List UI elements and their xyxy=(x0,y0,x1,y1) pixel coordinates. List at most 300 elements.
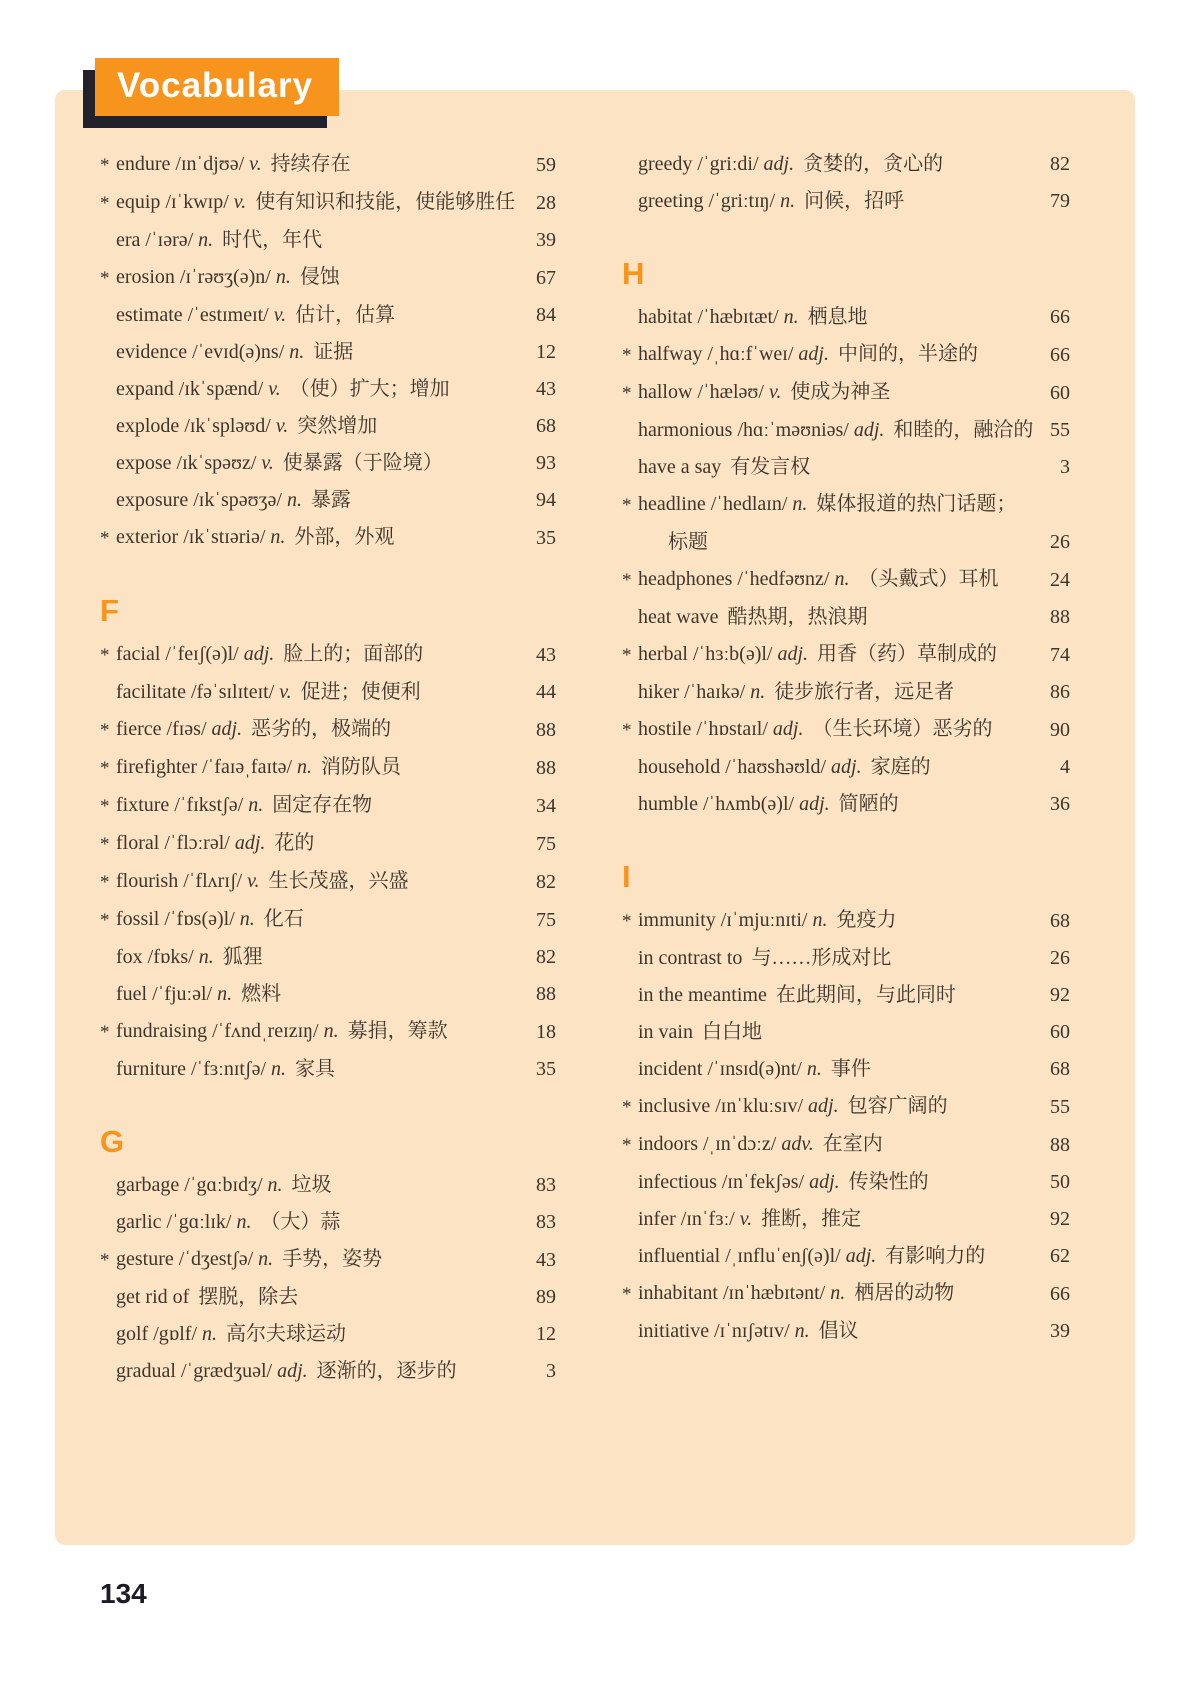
definition: 贪婪的，贪心的 xyxy=(803,153,944,175)
page-reference: 83 xyxy=(536,1211,556,1233)
headword: fundraising xyxy=(116,1020,208,1042)
headword: hallow xyxy=(638,381,693,403)
phonetic-transcription: /ɪkˈspləʊd/ xyxy=(179,415,271,437)
entry-body xyxy=(116,1245,556,1273)
part-of-speech: v. xyxy=(268,304,287,326)
star-marker: * xyxy=(100,872,110,893)
part-of-speech: adj. xyxy=(793,343,829,365)
page-reference: 92 xyxy=(1050,984,1070,1006)
definition: 使有知识和技能，使能够胜任 xyxy=(255,191,516,213)
page-reference: 88 xyxy=(1050,1134,1070,1156)
page-reference: 88 xyxy=(536,719,556,741)
page-title: Vocabulary xyxy=(117,66,314,105)
page-reference: 86 xyxy=(1050,681,1070,703)
definition: 持续存在 xyxy=(270,153,351,175)
star-marker: * xyxy=(622,1097,632,1118)
vocab-entry xyxy=(622,340,1070,369)
headword: golf xyxy=(116,1323,149,1345)
headword: firefighter xyxy=(116,756,198,778)
phonetic-transcription: /ˈhɒstaɪl/ xyxy=(691,718,768,740)
headword: evidence xyxy=(116,341,188,363)
page-reference: 35 xyxy=(536,527,556,549)
headword: era xyxy=(116,229,141,251)
part-of-speech: adj. xyxy=(794,793,830,815)
phonetic-transcription: /ˈevɪd(ə)ns/ xyxy=(187,341,285,363)
entry-body xyxy=(638,603,1070,631)
entry-body xyxy=(116,449,556,477)
page-reference: 3 xyxy=(546,1360,556,1382)
page-reference: 75 xyxy=(536,833,556,855)
phonetic-transcription: /ɪˈkwɪp/ xyxy=(160,191,229,213)
headword: inclusive xyxy=(638,1095,711,1117)
part-of-speech: adj. xyxy=(767,718,804,740)
page-reference: 79 xyxy=(1050,190,1070,212)
part-of-speech: adj. xyxy=(758,153,795,175)
page-reference: 55 xyxy=(1050,419,1070,441)
entry-body xyxy=(116,263,556,291)
headword: garbage xyxy=(116,1174,180,1196)
section-letter-g: G xyxy=(100,1124,125,1159)
headword: expose xyxy=(116,452,172,474)
definition: 侵蚀 xyxy=(299,266,340,288)
part-of-speech: adj. xyxy=(238,643,275,665)
vocab-entry xyxy=(100,905,556,934)
headword: have a say xyxy=(638,456,722,478)
page-reference: 66 xyxy=(1050,344,1070,366)
part-of-speech: v. xyxy=(256,452,274,474)
definition: 在此期间，与此同时 xyxy=(775,984,956,1006)
part-of-speech: n. xyxy=(829,568,850,590)
definition: 中间的，半途的 xyxy=(837,343,978,365)
part-of-speech: adj. xyxy=(826,756,862,778)
star-marker: * xyxy=(100,910,110,931)
part-of-speech: n. xyxy=(212,983,233,1005)
headword: exterior xyxy=(116,526,179,548)
star-marker: * xyxy=(100,720,110,741)
part-of-speech: n. xyxy=(778,306,799,328)
phonetic-transcription: /fəˈsɪlɪteɪt/ xyxy=(185,681,275,703)
star-marker: * xyxy=(100,834,110,855)
headword: gesture xyxy=(116,1248,174,1270)
part-of-speech: adj. xyxy=(272,1360,308,1382)
vocab-entry xyxy=(622,303,1070,331)
star-marker: * xyxy=(100,645,110,666)
definition: 有发言权 xyxy=(730,456,811,478)
phonetic-transcription: /ˈdʒestʃə/ xyxy=(173,1248,254,1270)
definition: 高尔夫球运动 xyxy=(226,1323,347,1345)
definition: 简陋的 xyxy=(838,793,899,815)
phonetic-transcription: /ˈhæləʊ/ xyxy=(692,381,764,403)
phonetic-transcription: /ɪnˈhæbɪtənt/ xyxy=(717,1282,826,1304)
headword: fox xyxy=(116,946,143,968)
entry-body xyxy=(116,1357,556,1385)
page-reference: 82 xyxy=(536,946,556,968)
definition: （生长环境）恶劣的 xyxy=(812,718,993,740)
definition: （使）扩大；增加 xyxy=(289,378,450,400)
vocab-entry xyxy=(622,603,1070,631)
part-of-speech: v. xyxy=(228,191,247,213)
page-reference: 60 xyxy=(1050,1021,1070,1043)
headword: headphones xyxy=(638,568,733,590)
headword: headline xyxy=(638,493,706,515)
headword: in vain xyxy=(638,1021,693,1043)
headword: household xyxy=(638,756,721,778)
definition: 和睦的，融洽的 xyxy=(893,419,1034,441)
headword: erosion xyxy=(116,266,175,288)
vocab-entry xyxy=(622,790,1070,818)
headword: herbal xyxy=(638,643,688,665)
page-reference: 94 xyxy=(536,489,556,511)
part-of-speech: v. xyxy=(270,415,289,437)
entry-body xyxy=(116,980,556,1008)
phonetic-transcription: /ˈflʌrɪʃ/ xyxy=(178,870,243,892)
vocabulary-header-box xyxy=(95,58,339,116)
part-of-speech: v. xyxy=(274,681,292,703)
definition: 化石 xyxy=(263,908,304,930)
entry-body xyxy=(638,416,1070,444)
vocab-entry xyxy=(100,980,556,1008)
entry-body xyxy=(116,715,556,743)
page-reference: 43 xyxy=(536,378,556,400)
headword: heat wave xyxy=(638,606,719,628)
phonetic-transcription: /ˈhedfəʊnz/ xyxy=(732,568,830,590)
entry-body xyxy=(638,753,1070,781)
entry-body xyxy=(638,715,1070,743)
headword: fixture xyxy=(116,794,170,816)
headword: humble xyxy=(638,793,698,815)
part-of-speech: n. xyxy=(243,794,264,816)
star-marker: * xyxy=(622,570,632,591)
phonetic-transcription: /ˈestɪmeɪt/ xyxy=(182,304,269,326)
definition: 证据 xyxy=(313,341,354,363)
page-reference: 12 xyxy=(536,341,556,363)
vocab-entry xyxy=(622,944,1070,972)
headword: furniture xyxy=(116,1058,186,1080)
part-of-speech: n. xyxy=(825,1282,846,1304)
page-reference: 90 xyxy=(1050,719,1070,741)
entry-body xyxy=(116,523,556,551)
phonetic-transcription: /ˈɪərə/ xyxy=(140,229,194,251)
headword: immunity xyxy=(638,909,716,931)
star-marker: * xyxy=(622,645,632,666)
vocab-entry xyxy=(622,416,1070,444)
phonetic-transcription: /ˈgriːtɪŋ/ xyxy=(703,190,776,212)
star-marker: * xyxy=(100,193,110,214)
page-number: 134 xyxy=(100,1578,147,1609)
vocab-entry xyxy=(622,981,1070,1009)
part-of-speech: n. xyxy=(193,946,214,968)
star-marker: * xyxy=(622,720,632,741)
phonetic-transcription: /ˈfjuːəl/ xyxy=(147,983,213,1005)
page-reference: 50 xyxy=(1050,1171,1070,1193)
part-of-speech: adj. xyxy=(804,1171,840,1193)
section-letter-h: H xyxy=(622,256,645,291)
vocab-entry xyxy=(622,1242,1070,1270)
definition: （大）蒜 xyxy=(260,1211,341,1233)
entry-body xyxy=(638,640,1070,668)
entry-body xyxy=(638,1242,1070,1270)
vocab-entry xyxy=(100,1283,556,1311)
vocab-entry xyxy=(622,490,1070,519)
entry-body xyxy=(116,640,556,668)
phonetic-transcription: /ˈfʌndˌreɪzɪŋ/ xyxy=(207,1020,319,1042)
page-reference: 68 xyxy=(536,415,556,437)
entry-body xyxy=(638,678,1070,706)
headword: halfway xyxy=(638,343,703,365)
definition: 家庭的 xyxy=(870,756,931,778)
definition: 手势，姿势 xyxy=(282,1248,383,1270)
part-of-speech: n. xyxy=(281,489,302,511)
definition: 使成为神圣 xyxy=(790,381,891,403)
definition: 免疫力 xyxy=(836,909,897,931)
vocab-entry xyxy=(622,378,1070,407)
entry-body xyxy=(116,1283,556,1311)
vocab-entry xyxy=(622,1279,1070,1308)
vocab-entry xyxy=(622,640,1070,669)
entry-body xyxy=(116,678,556,706)
entry-body xyxy=(116,150,556,178)
star-marker: * xyxy=(622,495,632,516)
part-of-speech: n. xyxy=(253,1248,274,1270)
phonetic-transcription: /ˈfɜːnɪtʃə/ xyxy=(185,1058,267,1080)
definition: 估计，估算 xyxy=(295,304,396,326)
page-reference: 84 xyxy=(536,304,556,326)
page-reference: 66 xyxy=(1050,306,1070,328)
entry-body xyxy=(116,486,556,514)
vocab-entry-continuation xyxy=(622,528,1070,556)
vocab-entry xyxy=(100,449,556,477)
entry-body xyxy=(638,303,1070,331)
phonetic-transcription: /ɪˈrəʊʒ(ə)n/ xyxy=(174,266,271,288)
definition: 促进；使便利 xyxy=(300,681,421,703)
page-reference: 36 xyxy=(1050,793,1070,815)
star-marker: * xyxy=(100,1022,110,1043)
page-reference: 39 xyxy=(536,229,556,251)
vocab-entry xyxy=(100,678,556,706)
definition: 用香（药）草制成的 xyxy=(817,643,998,665)
headword: gradual xyxy=(116,1360,176,1382)
vocab-entry xyxy=(622,1205,1070,1233)
entry-body xyxy=(638,378,1070,406)
headword: facial xyxy=(116,643,161,665)
entry-body xyxy=(116,375,556,403)
star-marker: * xyxy=(622,1135,632,1156)
vocab-entry xyxy=(100,829,556,858)
vocab-entry xyxy=(622,1092,1070,1121)
page-reference: 28 xyxy=(536,192,556,214)
phonetic-transcription: /ˈhɜːb(ə)l/ xyxy=(687,643,773,665)
phonetic-transcription: /ˈgɑːlɪk/ xyxy=(161,1211,232,1233)
page-reference: 82 xyxy=(536,871,556,893)
entry-body xyxy=(638,1317,1070,1345)
star-marker: * xyxy=(100,268,110,289)
entry-body xyxy=(116,905,556,933)
page-reference: 26 xyxy=(1050,531,1070,553)
page-reference: 44 xyxy=(536,681,556,703)
vocab-entry xyxy=(100,1357,556,1385)
page-reference: 88 xyxy=(1050,606,1070,628)
phonetic-transcription: /ˈfaɪəˌfaɪtə/ xyxy=(197,756,293,778)
definition: 家具 xyxy=(295,1058,336,1080)
part-of-speech: n. xyxy=(801,1058,822,1080)
part-of-speech: n. xyxy=(787,493,808,515)
vocab-column-left xyxy=(100,150,556,1394)
entry-body xyxy=(638,790,1070,818)
vocab-entry xyxy=(100,1171,556,1199)
part-of-speech: n. xyxy=(266,1058,287,1080)
definition: 传染性的 xyxy=(848,1171,929,1193)
headword: influential xyxy=(638,1245,721,1267)
part-of-speech: adj. xyxy=(229,832,266,854)
vocab-entry xyxy=(622,906,1070,935)
star-marker: * xyxy=(622,383,632,404)
headword: garlic xyxy=(116,1211,162,1233)
definition: 与……形成对比 xyxy=(751,947,892,969)
headword: endure xyxy=(116,153,171,175)
part-of-speech: n. xyxy=(270,266,291,288)
phonetic-transcription: /fɒks/ xyxy=(142,946,194,968)
vocab-entry xyxy=(100,943,556,971)
vocab-entry xyxy=(622,715,1070,744)
star-marker: * xyxy=(622,345,632,366)
headword: fierce xyxy=(116,718,162,740)
headword: hiker xyxy=(638,681,680,703)
star-marker: * xyxy=(100,1250,110,1271)
star-marker: * xyxy=(100,528,110,549)
headword: explode xyxy=(116,415,180,437)
phonetic-transcription: /ˌɪnˈdɔːz/ xyxy=(698,1133,777,1155)
part-of-speech: v. xyxy=(734,1208,753,1230)
phonetic-transcription: /ɪkˈstɪəriə/ xyxy=(178,526,266,548)
vocab-entry xyxy=(622,1317,1070,1345)
vocab-entry xyxy=(622,187,1070,215)
vocab-entry xyxy=(100,486,556,514)
entry-body xyxy=(638,150,1070,178)
definition: 白白地 xyxy=(702,1021,762,1043)
entry-body xyxy=(638,906,1070,934)
phonetic-transcription: /ˈhʌmb(ə)l/ xyxy=(698,793,795,815)
vocab-entry xyxy=(100,375,556,403)
part-of-speech: n. xyxy=(234,908,255,930)
star-marker: * xyxy=(100,758,110,779)
definition: 有影响力的 xyxy=(885,1245,986,1267)
definition: 花的 xyxy=(274,832,315,854)
entry-body xyxy=(638,1279,1070,1307)
entry-body xyxy=(116,791,556,819)
definition: 栖息地 xyxy=(807,306,868,328)
vocab-entry xyxy=(100,412,556,440)
vocab-entry xyxy=(100,1320,556,1348)
part-of-speech: n. xyxy=(292,756,313,778)
headword: flourish xyxy=(116,870,179,892)
entry-body xyxy=(638,453,1070,481)
entry-body xyxy=(116,867,556,895)
section-letter-f: F xyxy=(100,593,119,628)
entry-body xyxy=(116,753,556,781)
headword: fossil xyxy=(116,908,160,930)
definition: 事件 xyxy=(830,1058,871,1080)
page-reference: 43 xyxy=(536,1249,556,1271)
definition: 暴露 xyxy=(310,489,351,511)
definition: 酷热期，热浪期 xyxy=(727,606,868,628)
page-reference: 74 xyxy=(1050,644,1070,666)
vocab-entry xyxy=(100,1055,556,1083)
headword: habitat xyxy=(638,306,693,328)
phonetic-transcription: /ɪkˈspəʊz/ xyxy=(171,452,257,474)
page-reference: 83 xyxy=(536,1174,556,1196)
entry-body xyxy=(638,528,1070,556)
star-marker: * xyxy=(100,155,110,176)
entry-body xyxy=(638,187,1070,215)
headword: floral xyxy=(116,832,160,854)
vocab-entry xyxy=(100,150,556,179)
entry-body xyxy=(638,1168,1070,1196)
entry-body xyxy=(116,1208,556,1236)
phonetic-transcription: /ɪˈmjuːnɪti/ xyxy=(715,909,808,931)
phonetic-transcription: /ˈgriːdi/ xyxy=(692,153,759,175)
definition: 摆脱，除去 xyxy=(198,1286,299,1308)
phonetic-transcription: /ˈgɑːbɪdʒ/ xyxy=(179,1174,263,1196)
vocab-entry xyxy=(622,1055,1070,1083)
part-of-speech: n. xyxy=(807,909,828,931)
page-reference: 68 xyxy=(1050,1058,1070,1080)
definition: 狐狸 xyxy=(222,946,263,968)
entry-body xyxy=(638,490,1070,518)
entry-body xyxy=(638,1130,1070,1158)
entry-body xyxy=(638,981,1070,1009)
vocab-entry xyxy=(100,1245,556,1274)
part-of-speech: adj. xyxy=(803,1095,839,1117)
definition: 栖居的动物 xyxy=(854,1282,955,1304)
definition: 逐渐的，逐步的 xyxy=(316,1360,457,1382)
entry-body xyxy=(638,340,1070,368)
vocab-entry xyxy=(100,640,556,669)
page-reference: 88 xyxy=(536,983,556,1005)
part-of-speech: n. xyxy=(262,1174,283,1196)
phonetic-transcription: /ɪnˈfekʃəs/ xyxy=(716,1171,805,1193)
vocab-entry xyxy=(622,565,1070,594)
part-of-speech: n. xyxy=(284,341,305,363)
page-reference: 92 xyxy=(1050,1208,1070,1230)
headword: get rid of xyxy=(116,1286,190,1308)
vocab-entry xyxy=(622,1130,1070,1159)
phonetic-transcription: /ˈfɪkstʃə/ xyxy=(169,794,244,816)
phonetic-transcription: /ˌhɑːfˈweɪ/ xyxy=(702,343,794,365)
page-reference: 26 xyxy=(1050,947,1070,969)
vocab-entry xyxy=(100,523,556,552)
page-reference: 82 xyxy=(1050,153,1070,175)
headword: estimate xyxy=(116,304,183,326)
star-marker: * xyxy=(100,796,110,817)
headword: hostile xyxy=(638,718,692,740)
star-marker: * xyxy=(622,1284,632,1305)
page-reference: 4 xyxy=(1060,756,1070,778)
phonetic-transcription: /ɪnˈdjʊə/ xyxy=(170,153,245,175)
entry-body xyxy=(116,1055,556,1083)
definition: 垃圾 xyxy=(291,1174,332,1196)
definition: 募捐，筹款 xyxy=(347,1020,448,1042)
section-letter-i: I xyxy=(622,859,631,894)
part-of-speech: n. xyxy=(231,1211,252,1233)
part-of-speech: v. xyxy=(763,381,782,403)
entry-body xyxy=(116,1017,556,1045)
definition: 外部，外观 xyxy=(294,526,395,548)
part-of-speech: n. xyxy=(775,190,796,212)
phonetic-transcription: /ˈhæbɪtæt/ xyxy=(692,306,779,328)
headword: greedy xyxy=(638,153,693,175)
phonetic-transcription: /ˈfɒs(ə)l/ xyxy=(159,908,235,930)
entry-body xyxy=(116,338,556,366)
